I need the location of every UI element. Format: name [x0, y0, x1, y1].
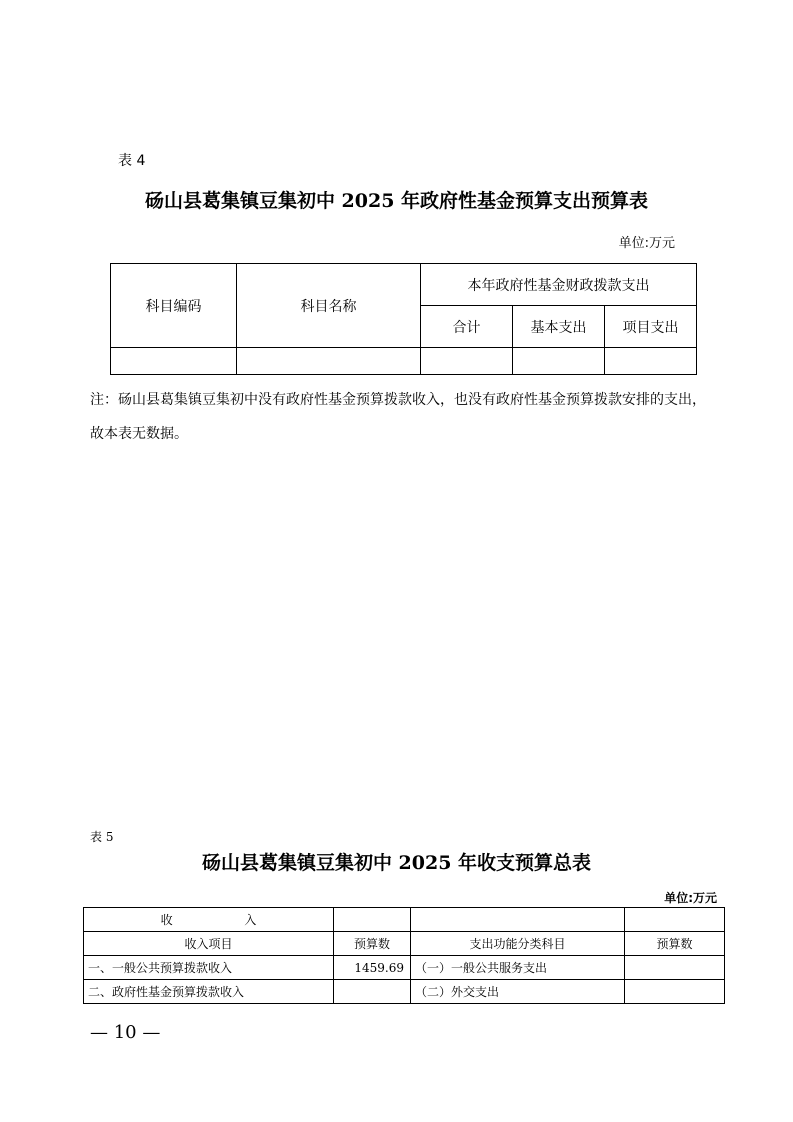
table-cell [605, 348, 697, 375]
budget2-value [625, 980, 725, 1004]
header-total: 合计 [421, 306, 513, 348]
table5-group-header [84, 908, 725, 932]
header-basic: 基本支出 [513, 306, 605, 348]
table4 [110, 263, 697, 375]
header-income-group [84, 908, 334, 932]
income-item: 一、一般公共预算拨款收入 [84, 956, 334, 980]
header-income-b: 入 [244, 913, 257, 927]
budget1-value [334, 980, 411, 1004]
header-project: 项目支出 [605, 306, 697, 348]
table-cell [334, 908, 411, 932]
table5-header [84, 932, 725, 956]
header-group: 本年政府性基金财政拨款支出 [421, 264, 697, 306]
budget1-value: 1459.69 [334, 956, 411, 980]
table-row [84, 956, 725, 980]
table4-unit: 单位:万元 [618, 236, 675, 251]
page-number: — 10 — [90, 1022, 161, 1043]
header-budget2: 预算数 [625, 932, 725, 956]
table-cell [237, 348, 421, 375]
table-cell [111, 348, 237, 375]
table-cell [625, 908, 725, 932]
table-cell [411, 908, 625, 932]
header-code: 科目编码 [111, 264, 237, 348]
header-income-item: 收入项目 [84, 932, 334, 956]
table-cell [421, 348, 513, 375]
header-budget1: 预算数 [334, 932, 411, 956]
table4-label: 表 4 [118, 153, 146, 169]
header-name: 科目名称 [237, 264, 421, 348]
table5 [83, 907, 725, 1004]
table5-label: 表 5 [90, 830, 114, 844]
table5-unit: 单位:万元 [664, 891, 717, 905]
table4-note: 注：砀山县葛集镇豆集初中没有政府性基金预算拨款收入，也没有政府性基金预算拨款安排的支出，故本表无数据。 [90, 392, 706, 442]
table-cell [513, 348, 605, 375]
header-income-a: 收 [160, 913, 173, 927]
header-expense-item: 支出功能分类科目 [411, 932, 625, 956]
expense-item: （一）一般公共服务支出 [411, 956, 625, 980]
income-item: 二、政府性基金预算拨款收入 [84, 980, 334, 1004]
table5-title: 砀山县葛集镇豆集初中 2025 年收支预算总表 [201, 852, 592, 874]
table-row [111, 348, 697, 375]
table-row [84, 980, 725, 1004]
table4-title: 砀山县葛集镇豆集初中 2025 年政府性基金预算支出预算表 [144, 190, 649, 212]
budget2-value [625, 956, 725, 980]
expense-item: （二）外交支出 [411, 980, 625, 1004]
